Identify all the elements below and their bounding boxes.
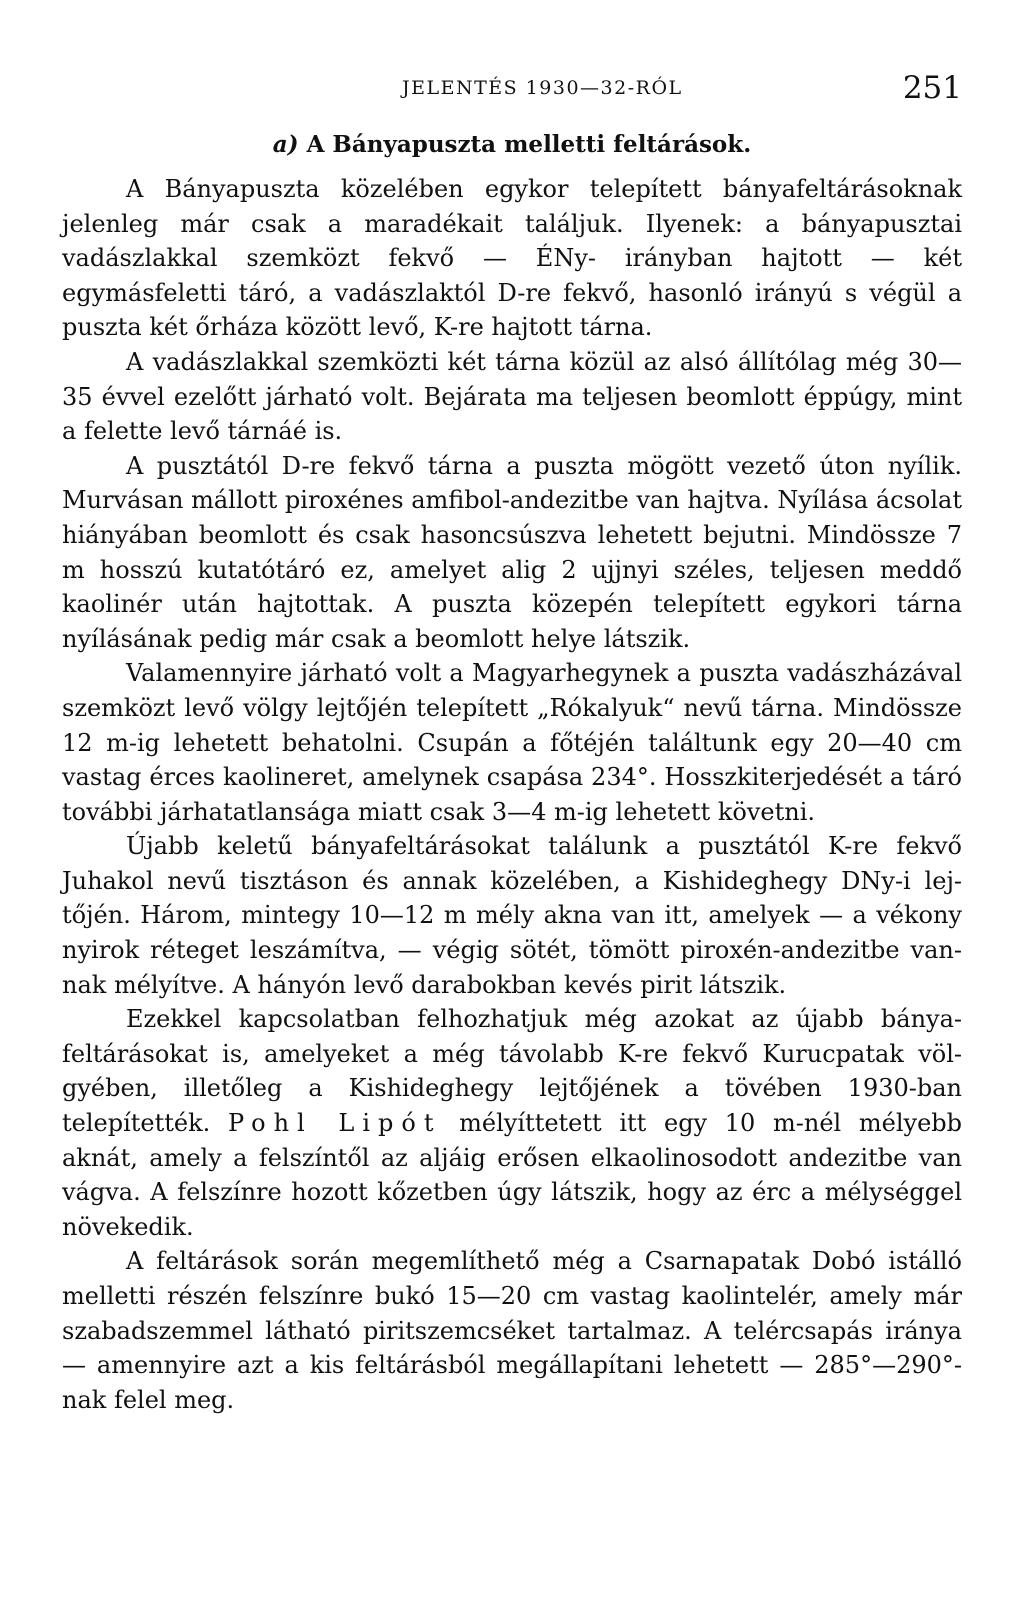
paragraph-2: A vadászlakkal szemközti két tárna közül az alsó állítólag még 30—35 évvel ezelőtt járható volt. Bejárata ma teljesen beomlott éppúgy, mint a felette levő tárnáé is. xyxy=(62,347,962,446)
paragraph-3: A pusztától D-re fekvő tárna a puszta mögött vezető úton nyílik. Murvásan mállott piroxénes amfibol-andezitbe van hajtva. Nyílása ácsolat hiányában beomlott és csak hasoncsúszva lehetett bejutni. Mindössze 7 m hosszú kutatótáró ez, amelyet alig 2 ujjnyi széles, teljesen meddő kaolinér után hajtottak. A puszta közepén telepített egykori tárna nyílásának pedig már csak a beomlott helye látszik. xyxy=(62,451,962,653)
section-marker: a) xyxy=(272,131,299,158)
page-number: 251 xyxy=(902,70,962,106)
person-name: Pohl Lipót xyxy=(227,1109,442,1138)
running-title: JELENTÉS 1930—32-RÓL xyxy=(402,77,683,99)
section-title: A Bányapuszta melletti feltárások. xyxy=(306,131,752,158)
paragraph-1: A Bányapuszta közelében egykor telepített bányafeltárásoknak jelenleg már csak a maradékait találjuk. Ilyenek: a bányapusztai vadászlakkal szemközt fekvő — ÉNy- irányban hajtott — két egymásfeletti tárό, a vadászlaktól D-re fekvő, hasonló irányú s végül a puszta két őrháza között levő, K-re hajtott tárna. xyxy=(62,175,962,342)
paragraph-6 xyxy=(62,1002,962,1244)
page xyxy=(62,0,962,1611)
paragraph-4: Valamennyire járható volt a Magyarhegynek a puszta vadászházával szemközt levő völgy lejtőjén telepített „Rókalyuk“ nevű tárna. Mindössze 12 m-ig lehetett behatolni. Csupán a főtéjén találtunk egy 20—40 cm vastag érces kaolineret, amelynek csapása 234°. Hosszkiterjedését a táró további járhatatlansága miatt csak 3—4 m-ig lehetett követni. xyxy=(62,659,962,826)
paragraph-6-rest: mélyíttetett itt egy 10 m-nél mélyebb aknát, amely a felszíntől az aljáig erősen elkaolinosodott andezitbe van vágva. A felszínre hozott kőzetben úgy látszik, hogy az érc a mélységgel növekedik. xyxy=(62,1109,962,1241)
section-heading xyxy=(62,128,962,162)
paragraph-7: A feltárások során megemlíthető még a Csarnapatak Dobó istálló melletti részén felszínre bukó 15—20 cm vastag kaolintelér, amely már szabadszemmel látható piritszemcséket tartalmaz. A telércsapás iránya — amennyire azt a kis feltárásból megállapítani lehetett — 285°—290°-nak felel meg. xyxy=(62,1247,962,1414)
paragraph-6-lead: Ezekkel kapcsolatban felhozhatjuk még azokat az újabb bányafeltárásokat is, amelyeket a még távolabb K-re fekvő Kurucpatak völgyében, illetőleg a Kishideghegy lejtőjének a tövében 1930-ban telepítették. xyxy=(62,1005,962,1138)
page-header xyxy=(62,70,962,110)
paragraph-5: Újabb keletű bányafeltárásokat találunk a pusztától K-re fekvő Juhakol nevű tisztáson és annak közelében, a Kishideghegy DNy-i lejtőjén. Három, mintegy 10—12 m mély akna van itt, amelyek — a vékony nyirok réteget leszámítva, — végig sötét, tömött piroxén-andezitbe vannak mélyítve. A hányón levő darabokban kevés pirit látszik. xyxy=(62,832,962,999)
body-text xyxy=(62,128,962,1417)
